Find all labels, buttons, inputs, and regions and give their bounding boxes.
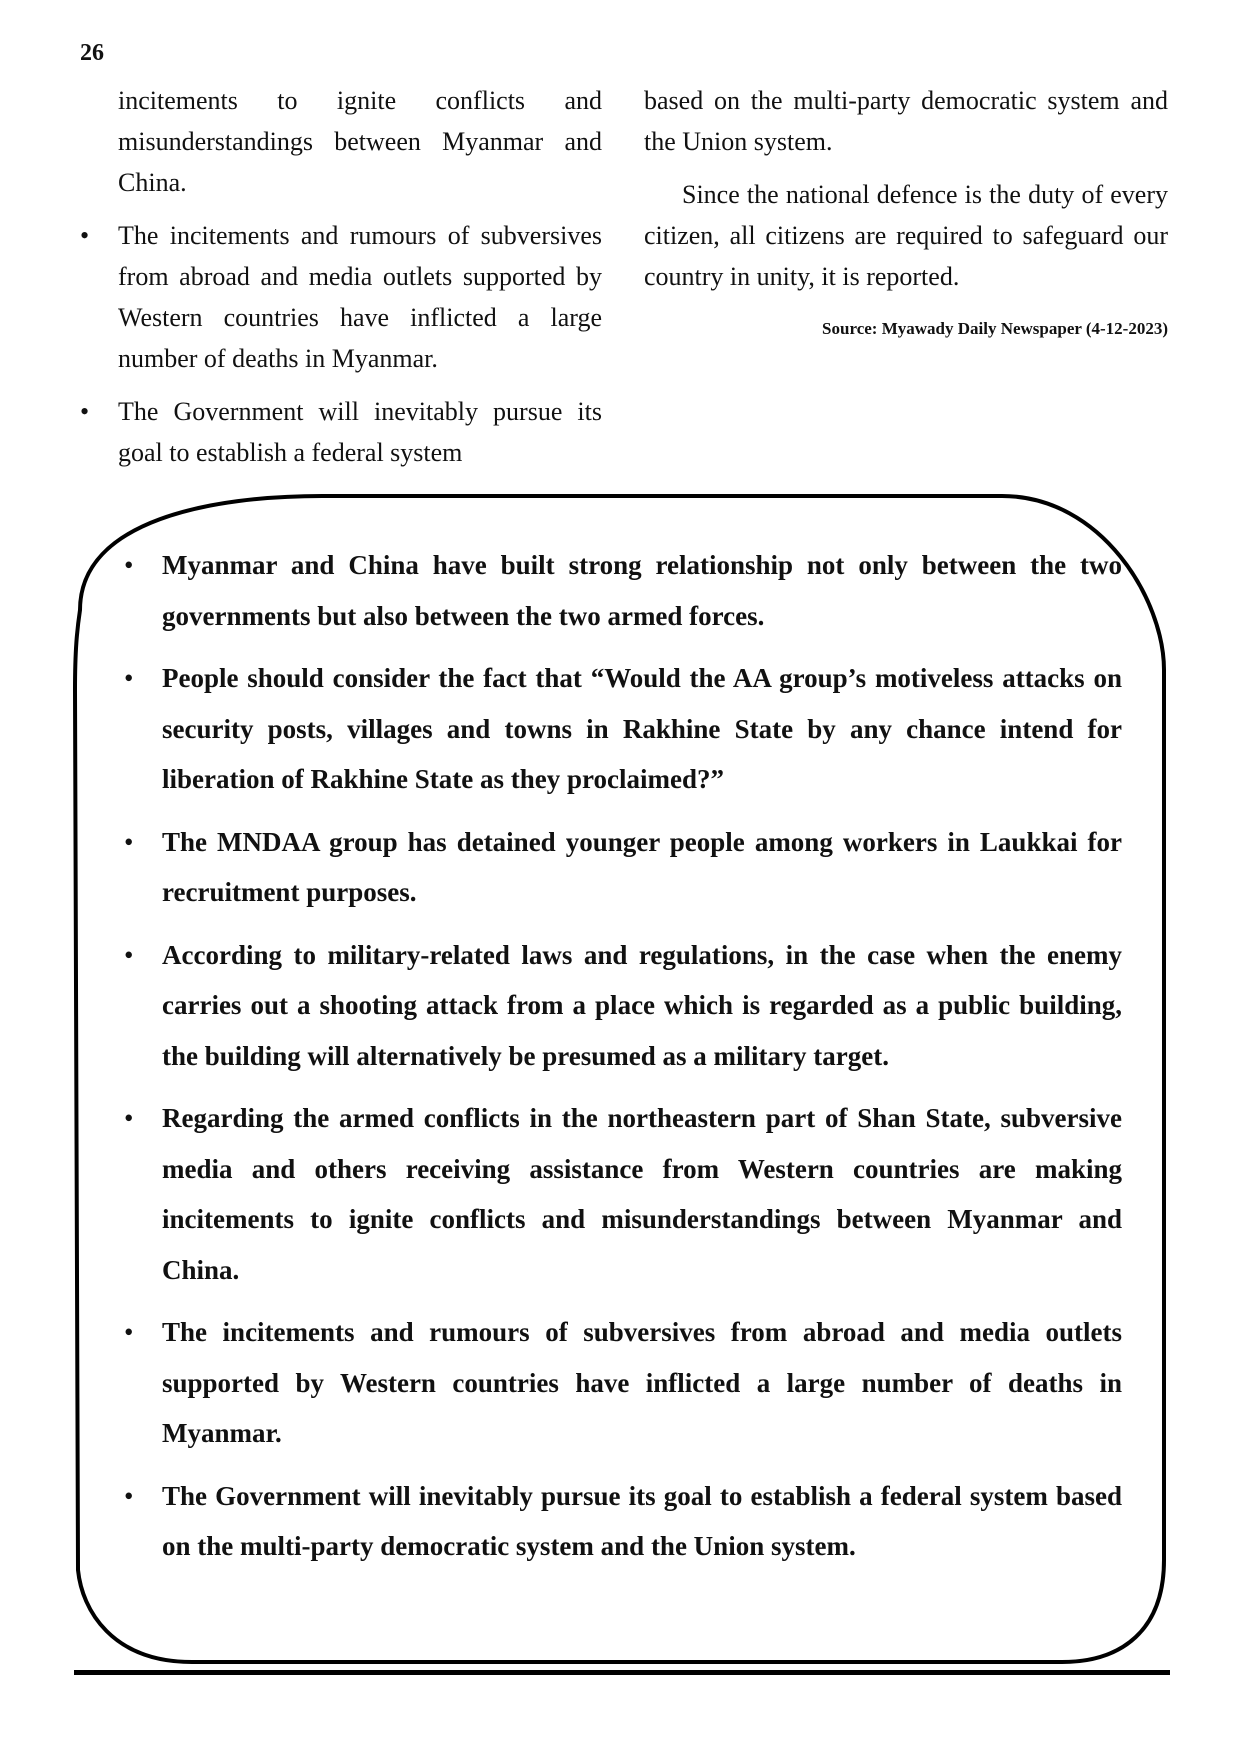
- list-item: • The Government will inevitably pursue its goal to establish a federal system based on the multi-party democratic system and the Union system.: [162, 1471, 1122, 1572]
- bottom-rule-divider: [74, 1670, 1170, 1675]
- left-continuation-paragraph: incitements to ignite conflicts and misunderstandings between Myanmar and China.: [118, 86, 602, 197]
- list-item: • Myanmar and China have built strong relationship not only between the two governments but also between the two armed forces.: [162, 540, 1122, 641]
- list-item: • According to military-related laws and regulations, in the case when the enemy carries out a shooting attack from a place which is regarded as a public building, the building will alternatively be presumed as a military target.: [162, 930, 1122, 1082]
- list-item: • The MNDAA group has detained younger people among workers in Laukkai for recruitment purposes.: [162, 817, 1122, 918]
- list-item: • Regarding the armed conflicts in the northeastern part of Shan State, subversive media and others receiving assistance from Western countries are making incitements to ignite conflicts and misunderstandings between Myanmar and China.: [162, 1093, 1122, 1295]
- list-item: • The Government will inevitably pursue its goal to establish a federal system: [118, 391, 602, 473]
- highlight-box-content: [162, 540, 1122, 1584]
- body-paragraph: Since the national defence is the duty of every citizen, all citizens are required to safeguard our country in unity, it is reported.: [644, 180, 1168, 291]
- left-bullet-list: [118, 215, 602, 473]
- source-citation: Source: Myawady Daily Newspaper (4-12-2023): [822, 319, 1168, 338]
- left-column: [118, 80, 602, 485]
- page-number: 26: [80, 40, 104, 66]
- list-item: • People should consider the fact that “Would the AA group’s motiveless attacks on security posts, villages and towns in Rakhine State by any chance intend for liberation of Rakhine State as they proclaimed?”: [162, 653, 1122, 805]
- list-item: • The incitements and rumours of subversives from abroad and media outlets supported by Western countries have inflicted a large number of deaths in Myanmar.: [118, 215, 602, 379]
- right-column: [644, 80, 1168, 341]
- highlight-bullet-list: [162, 540, 1122, 1572]
- right-continuation-paragraph: based on the multi-party democratic system and the Union system.: [644, 86, 1168, 156]
- list-item: • The incitements and rumours of subversives from abroad and media outlets supported by Western countries have inflicted a large number of deaths in Myanmar.: [162, 1307, 1122, 1459]
